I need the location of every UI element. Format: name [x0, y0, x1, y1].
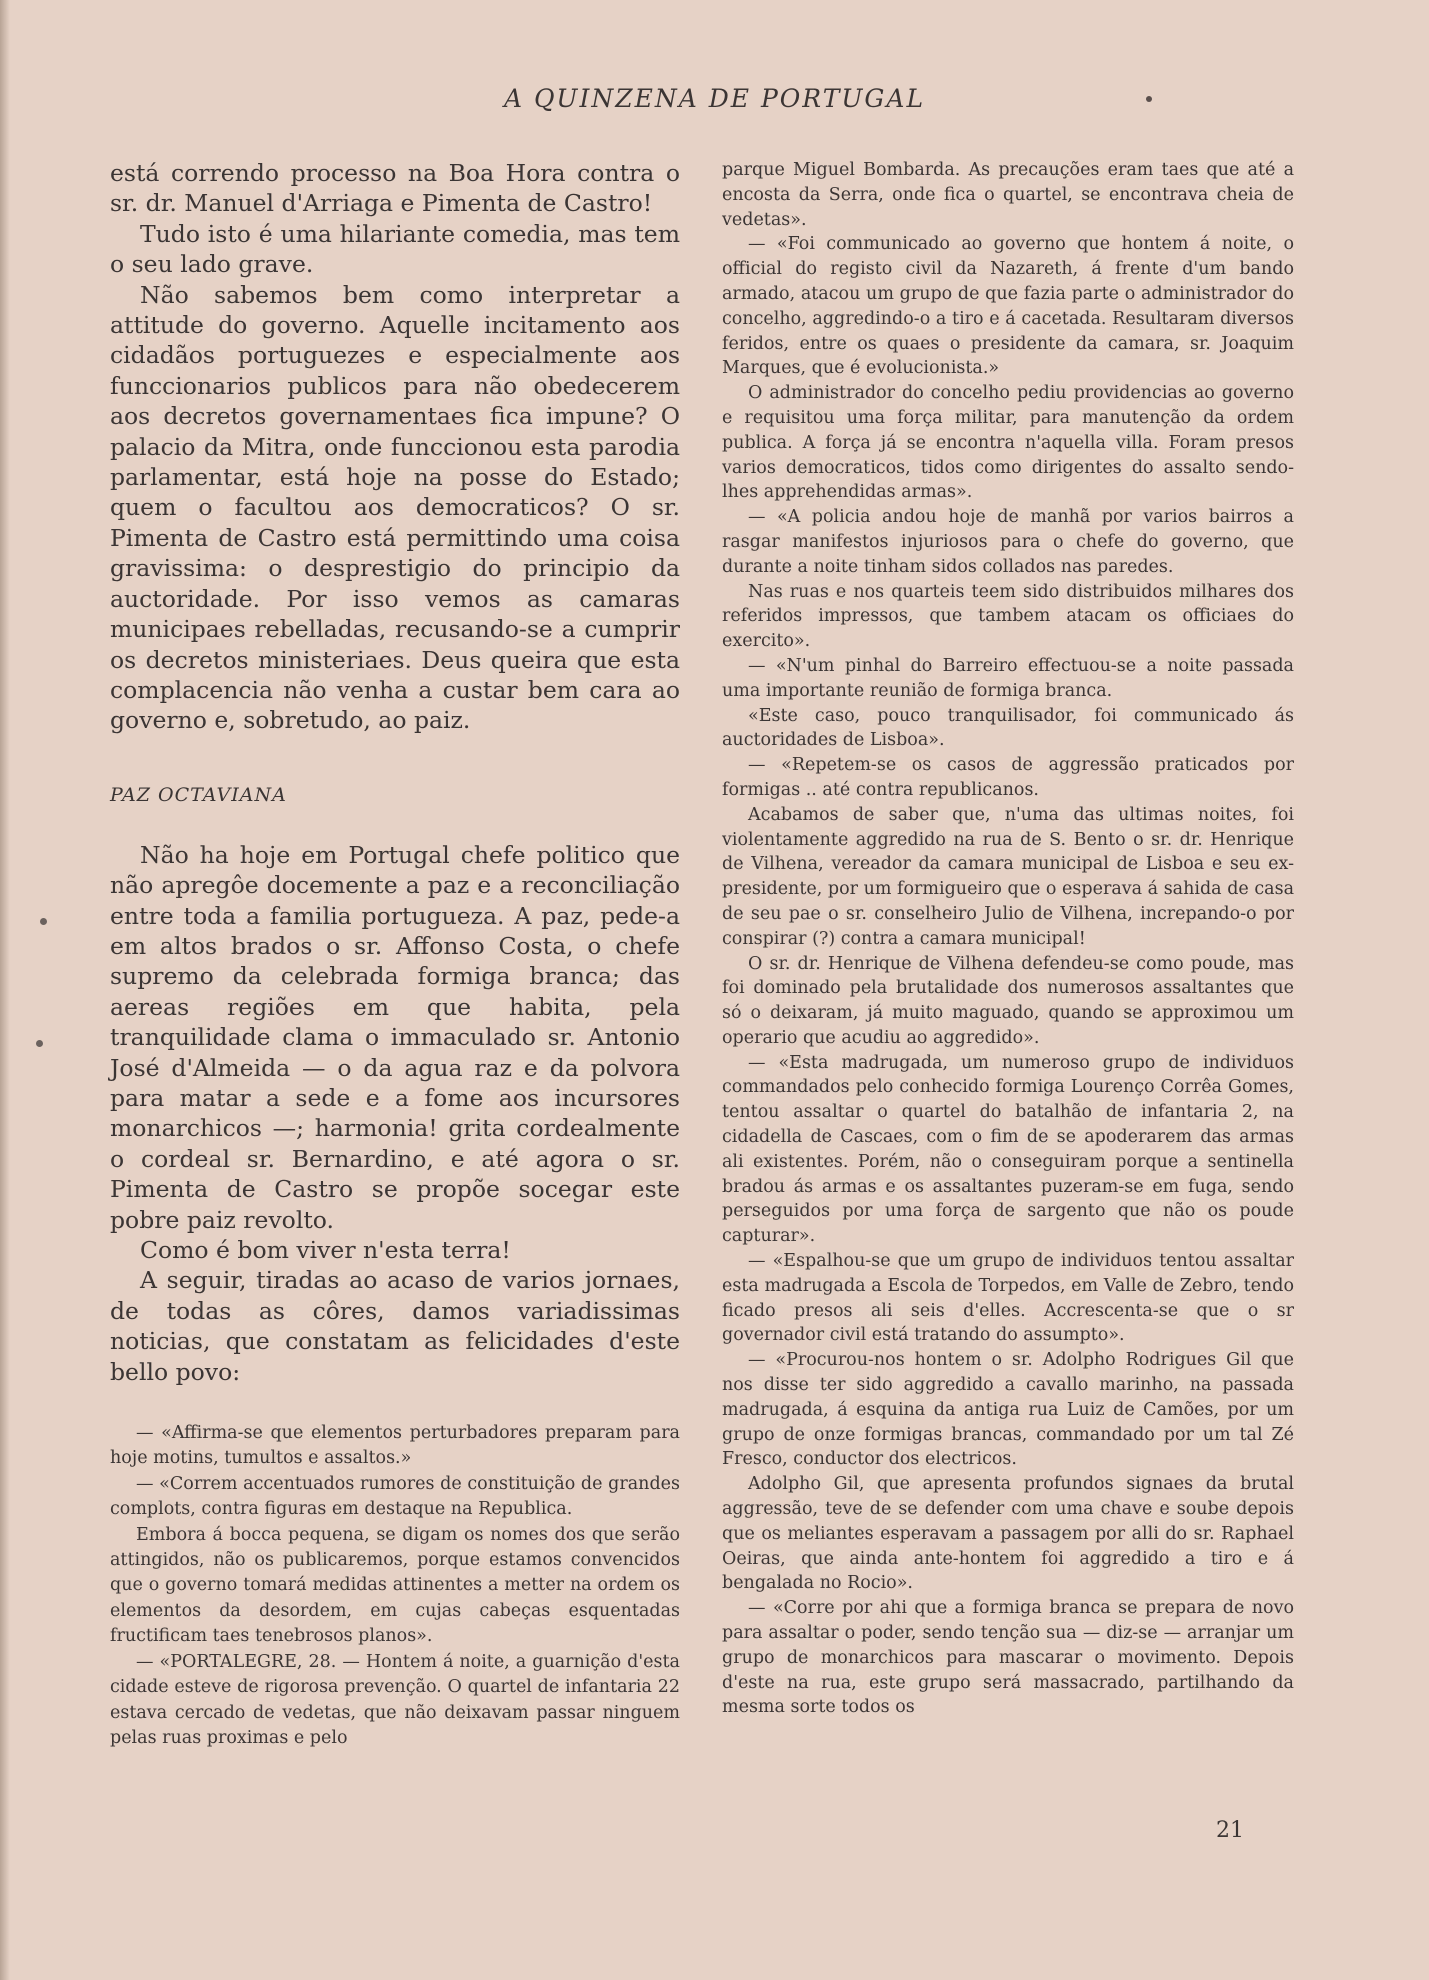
- paragraph: A seguir, tiradas ao acaso de varios jornaes, de todas as côres, damos variadissimas noticias, que constatam as felicidades d'este bello povo:: [110, 1266, 680, 1386]
- margin-mark: [36, 1040, 43, 1047]
- paragraph: está correndo processo na Boa Hora contra o sr. dr. Manuel d'Arriaga e Pimenta de Castro!: [110, 159, 680, 218]
- paragraph: Como é bom viver n'esta terra!: [140, 1236, 511, 1264]
- paragraph: — «Repetem-se os casos de aggressão praticados por formigas .. até contra republicanos.: [722, 755, 1294, 800]
- paragraph: O sr. dr. Henrique de Vilhena defendeu-se como poude, mas foi dominado pela brutalidade dos numerosos assaltantes que só o deixaram, já muito maguado, quando se approximou um operario que acudiu ao aggredido».: [722, 953, 1294, 1048]
- news-item: Embora á bocca pequena, se digam os nomes dos que serão attingidos, não os publicaremos, porque estamos convencidos que o governo tomará medidas attinentes a metter na ordem os elementos da desordem, em cujas cabeças esquentadas fructificam taes tenebrosos planos».: [110, 1524, 680, 1647]
- paragraph: — «Espalhou-se que um grupo de individuos tentou assaltar esta madrugada a Escola de Torpedos, em Valle de Zebro, tendo ficado presos ali seis d'elles. Accrescenta-se que o sr governador civil está tratando do assumpto».: [722, 1251, 1294, 1346]
- paragraph: Acabamos de saber que, n'uma das ultimas noites, foi violentamente aggredido na rua de S. Bento o sr. dr. Henrique de Vilhena, vereador da camara municipal de Lisboa e seu ex-presidente, por um formigueiro que o esperava á sahida de casa de seu pae o sr. conselheiro Julio de Vilhena, increpando-o por conspirar (?) contra a camara municipal!: [722, 804, 1294, 949]
- right-column: [722, 158, 1294, 1720]
- ornament-dot: [1146, 96, 1152, 102]
- left-column: [110, 158, 680, 1751]
- margin-mark: [40, 918, 47, 925]
- paragraph: Não sabemos bem como interpretar a attitude do governo. Aquelle incitamento aos cidadãos portuguezes e especialmente aos funccionarios publicos para não obedecerem aos decretos governamentaes fica impune? O palacio da Mitra, onde funccionou esta parodia parlamentar, está hoje na posse do Estado; quem o facultou aos democraticos? O sr. Pimenta de Castro está permittindo uma coisa gravissima: o desprestigio do principio da auctoridade. Por isso vemos as camaras municipaes rebelladas, recusando-se a cumprir os decretos ministeriaes. Deus queira que esta complacencia não venha a custar bem cara ao governo e, sobretudo, ao paiz.: [110, 280, 680, 735]
- page-number: 21: [1216, 1818, 1244, 1843]
- paragraph: — «Corre por ahi que a formiga branca se prepara de novo para assaltar o poder, sendo tenção sua — diz-se — arranjar um grupo de monarchicos para mascarar o movimento. Depois d'este na rua, este grupo será massacrado, partilhando da mesma sorte todos os: [722, 1598, 1294, 1718]
- news-item: — «PORTALEGRE, 28. — Hontem á noite, a guarnição d'esta cidade esteve de rigorosa prevenção. O quartel de infantaria 22 estava cercado de vedetas, que não deixavam passar ninguem pelas ruas proximas e pelo: [110, 1651, 680, 1748]
- page-edge: [0, 0, 10, 1980]
- paragraph: Tudo isto é uma hilariante comedia, mas tem o seu lado grave.: [110, 219, 680, 279]
- news-item: — «Correm accentuados rumores de constituição de grandes complots, contra figuras em destaque na Republica.: [110, 1473, 680, 1520]
- paragraph: — «Esta madrugada, um numeroso grupo de individuos commandados pelo conhecido formiga Lourenço Corrêa Gomes, tentou assaltar o quartel do batalhão de infantaria 2, na cidadella de Cascaes, com o fim de se apoderarem das armas ali existentes. Porém, não o conseguiram porque a sentinella bradou ás armas e os assaltantes puzeram-se em fuga, sendo perseguidos por uma força de sargento que não os poude capturar».: [722, 1052, 1294, 1247]
- paragraph: Nas ruas e nos quarteis teem sido distribuidos milhares dos referidos impressos, que tambem atacam os officiaes do exercito».: [722, 581, 1294, 652]
- paragraph: O administrador do concelho pediu providencias ao governo e requisitou uma força militar, para manutenção da ordem publica. A força já se encontra n'aquella villa. Foram presos varios democraticos, tidos como dirigentes do assalto sendo-lhes apprehendidas armas».: [722, 383, 1294, 503]
- paragraph: parque Miguel Bombarda. As precauções eram taes que até a encosta da Serra, onde fica o quartel, se encontrava cheia de vedetas».: [722, 160, 1294, 230]
- paragraph: — «Procurou-nos hontem o sr. Adolpho Rodrigues Gil que nos disse ter sido aggredido a cavallo marinho, na passada madrugada, á esquina da antiga rua Luiz de Camões, por um grupo de onze formigas brancas, commandado por um tal Zé Fresco, conductor dos electricos.: [722, 1350, 1294, 1470]
- opening-text: [110, 158, 680, 736]
- paragraph: Não ha hoje em Portugal chefe politico que não apregôe docemente a paz e a reconciliação entre toda a familia portugueza. A paz, pede-a em altos brados o sr. Affonso Costa, o chefe supremo da celebrada formiga branca; das aereas regiões em que habita, pela tranquilidade clama o immaculado sr. Antonio José d'Almeida — o da agua raz e da polvora para matar a sede e a fome aos incursores monarchicos —; harmonia! grita cordealmente o cordeal sr. Bernardino, e até agora o sr. Pimenta de Castro se propõe socegar este pobre paiz revolto.: [110, 840, 680, 1234]
- paragraph: — «A policia andou hoje de manhã por varios bairros a rasgar manifestos injuriosos para o chefe do governo, que durante a noite tinham sidos collados nas paredes.: [722, 507, 1294, 577]
- paragraph: — «Foi communicado ao governo que hontem á noite, o official do registo civil da Nazareth, á frente d'um bando armado, atacou um grupo de que fazia parte o administrador do concelho, aggredindo-o a tiro e á cacetada. Resultaram diversos feridos, entre os quaes o presidente da camara, sr. Joaquim Marques, que é evolucionista.»: [722, 234, 1294, 379]
- news-items: [110, 1421, 680, 1751]
- paragraph: — «N'um pinhal do Barreiro effectuou-se a noite passada uma importante reunião de formiga branca.: [722, 655, 1294, 701]
- paragraph: Adolpho Gil, que apresenta profundos signaes da brutal aggressão, teve de se defender com uma chave e soube depois que os meliantes esperavam a passagem por alli do sr. Raphael Oeiras, que ainda ante-hontem foi aggredido a tiro e á bengalada no Rocio».: [722, 1474, 1294, 1594]
- section-text: [110, 840, 680, 1387]
- running-title: A QUINZENA DE PORTUGAL: [503, 84, 926, 113]
- paragraph: «Este caso, pouco tranquilisador, foi communicado ás auctoridades de Lisboa».: [722, 705, 1294, 751]
- section-title: PAZ OCTAVIANA: [110, 783, 287, 806]
- news-item: — «Affirma-se que elementos perturbadores preparam para hoje motins, tumultos e assaltos.»: [110, 1423, 680, 1469]
